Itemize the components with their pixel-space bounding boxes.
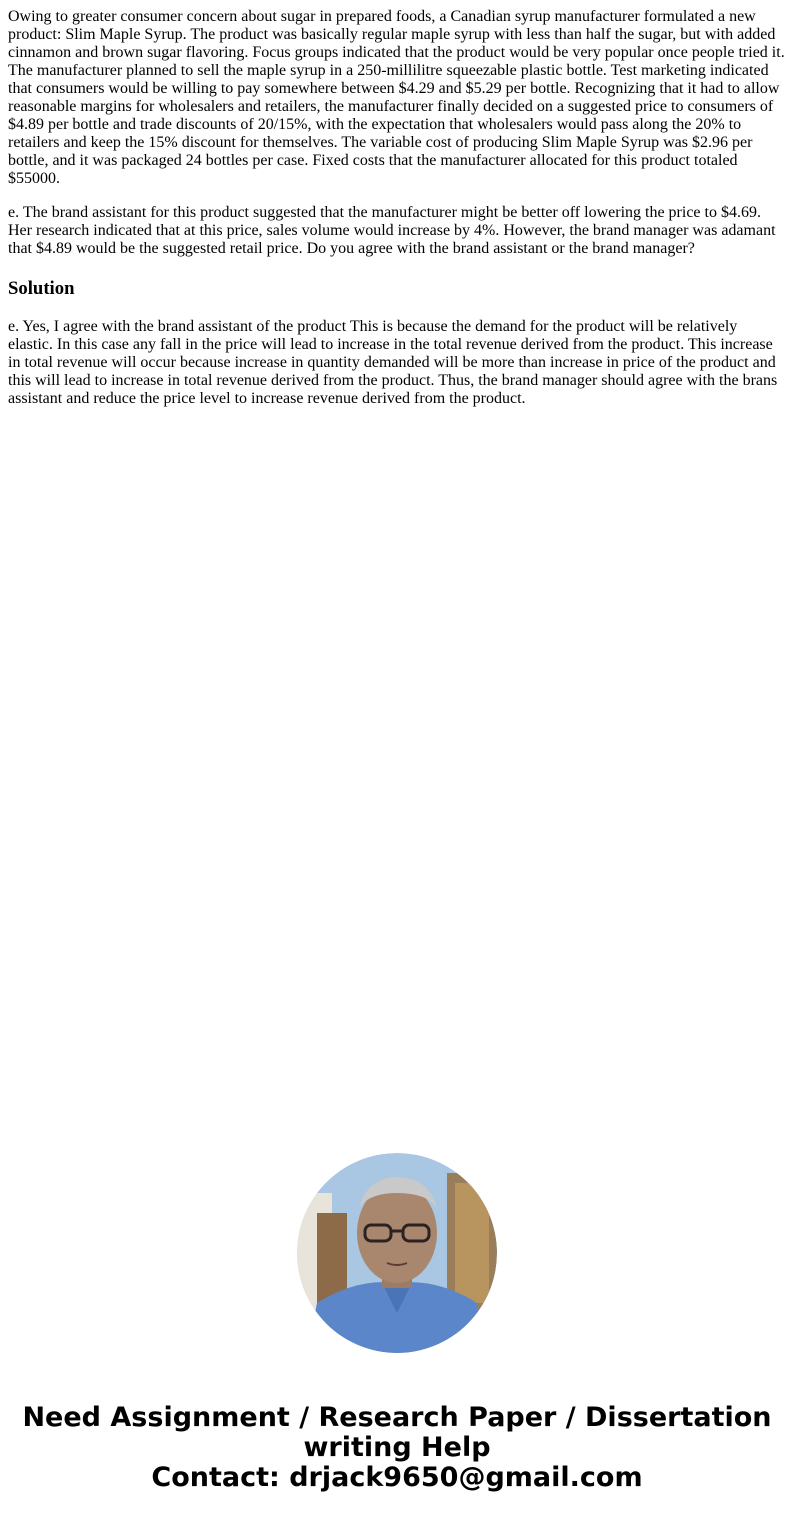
- solution-answer: e. Yes, I agree with the brand assistant of the product This is because the demand for the product will be relatively elastic. In this case any fall in the price will lead to increase in the total revenue derived from the product. This increase in total revenue will occur because increase in quantity demanded will be more than increase in price of the product and this will lead to increase in total revenue derived from the product. Thus, the brand manager should agree with the brans assistant and reduce the price level to increase revenue derived from the product.: [8, 318, 778, 407]
- solution-heading: Solution: [8, 278, 75, 299]
- footer-banner: [0, 1403, 794, 1493]
- footer-line-2: writing Help: [303, 1432, 491, 1463]
- question-intro: Owing to greater consumer concern about sugar in prepared foods, a Canadian syrup manufacturer formulated a new product: Slim Maple Syrup. The product was basically regular maple syrup with less than half the sugar, but with added cinnamon and brown sugar flavoring. Focus groups indicated that the product would be very popular once people tried it. The manufacturer planned to sell the maple syrup in a 250-millilitre squeezable plastic bottle. Test marketing indicated that consumers would be willing to pay somewhere between $4.29 and $5.29 per bottle. Recognizing that it had to allow reasonable margins for wholesalers and retailers, the manufacturer finally decided on a suggested price to consumers of $4.89 per bottle and trade discounts of 20/15%, with the expectation that wholesalers would pass along the 20% to retailers and keep the 15% discount for themselves. The variable cost of producing Slim Maple Syrup was $2.96 per bottle, and it was packaged 24 bottles per case. Fixed costs that the manufacturer allocated for this product totaled $55000.: [8, 8, 785, 187]
- question-part-e: e. The brand assistant for this product suggested that the manufacturer might be better off lowering the price to $4.69. Her research indicated that at this price, sales volume would increase by 4%. However, the brand manager was adamant that $4.89 would be the suggested retail price. Do you agree with the brand assistant or the brand manager?: [8, 204, 776, 257]
- person-portrait-icon: [297, 1153, 497, 1353]
- avatar: [297, 1153, 497, 1353]
- main-content: [8, 8, 786, 424]
- footer-line-1: Need Assignment / Research Paper / Dissertation: [22, 1402, 772, 1433]
- footer-contact: Contact: drjack9650@gmail.com: [151, 1462, 643, 1493]
